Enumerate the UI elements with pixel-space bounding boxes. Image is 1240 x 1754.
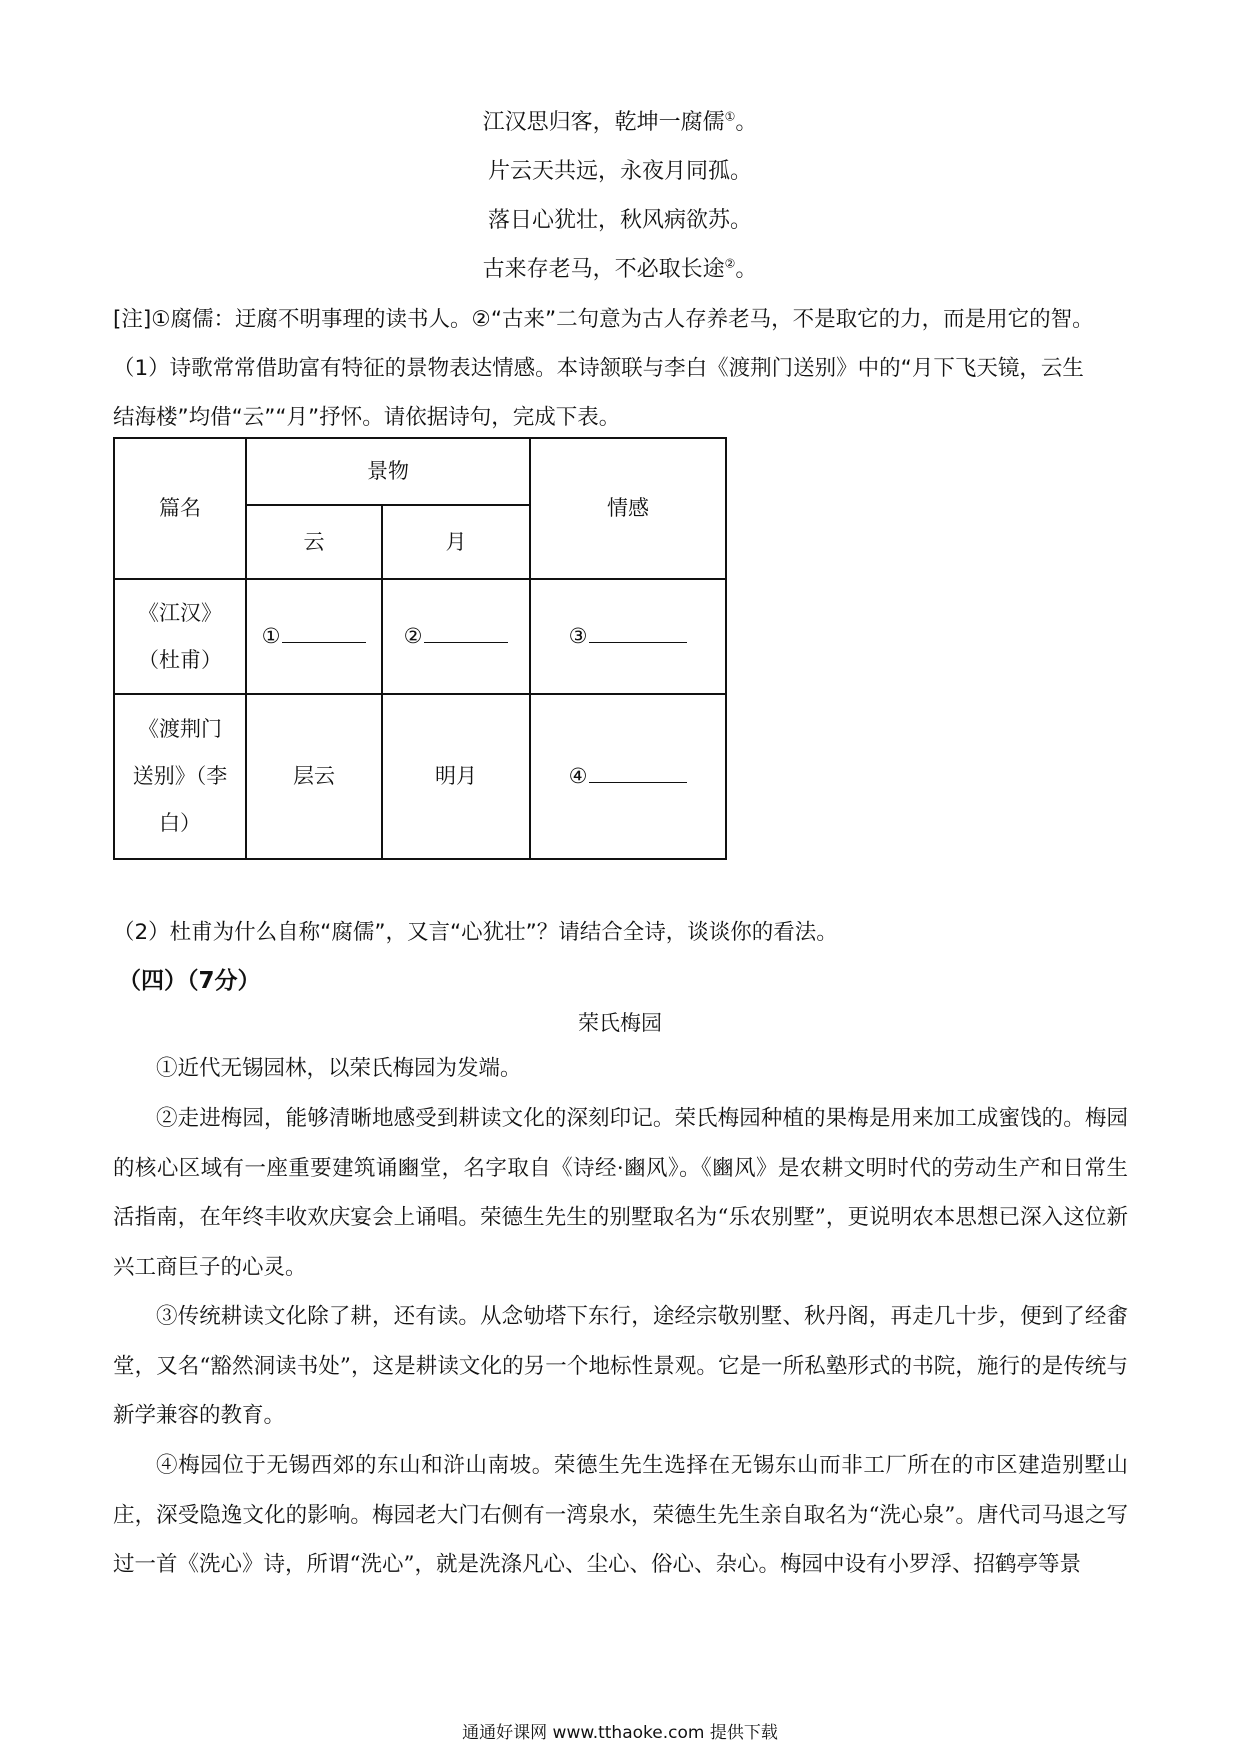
title-line: 《江汉》 xyxy=(138,600,222,625)
article-paragraph-2: ②走进梅园，能够清晰地感受到耕读文化的深刻印记。荣氏梅园种植的果梅是用来加工成蜜饯的。梅园的核心区域有一座重要建筑诵豳堂，名字取自《诗经·豳风》。《豳风》是农耕文明时代的劳动生产和日常生活指南，在年终丰收欢庆宴会上诵唱。荣德生先生的别墅取名为“乐农别墅”，更说明农本思想已深入这位新兴工商巨子的心灵。 xyxy=(113,1106,1128,1280)
blank-number: ② xyxy=(403,624,423,648)
header-moon: 月 xyxy=(382,505,530,579)
section-heading: （四）（7分） xyxy=(118,968,261,994)
row-dujingmen-emotion[interactable] xyxy=(530,694,726,859)
footnote-mark: ① xyxy=(724,109,736,124)
title-line: 送别》（李 xyxy=(132,764,228,788)
header-cloud: 云 xyxy=(246,505,382,579)
question-1-line-2: 结海楼”均借“云”“月”抒怀。请依据诗句，完成下表。 xyxy=(113,405,621,430)
blank-number: ③ xyxy=(568,624,588,648)
article-paragraph-3: ③传统耕读文化除了耕，还有读。从念劬塔下东行，途经宗敬别墅、秋丹阁，再走几十步，便到了经畬堂，又名“豁然洞读书处”，这是耕读文化的另一个地标性景观。它是一所私塾形式的书院，施行的是传统与新学兼容的教育。 xyxy=(113,1304,1128,1428)
blank-number: ④ xyxy=(568,764,588,788)
row-dujingmen-cloud: 层云 xyxy=(246,694,382,859)
title-line: 《渡荆门 xyxy=(138,717,222,741)
answer-blank[interactable] xyxy=(424,622,508,643)
answer-table xyxy=(113,437,727,860)
answer-blank[interactable] xyxy=(589,622,687,643)
poem-line-2 xyxy=(0,154,1240,185)
poem-line-3 xyxy=(0,203,1240,234)
title-line: 白） xyxy=(159,811,201,835)
article-paragraph-1: ①近代无锡园林，以荣氏梅园为发端。 xyxy=(156,1056,522,1081)
poem-line-1 xyxy=(0,105,1240,136)
row-jianghan-emotion[interactable] xyxy=(530,579,726,694)
header-scenery: 景物 xyxy=(246,438,530,505)
header-emotion: 情感 xyxy=(530,438,726,579)
poem-line-text: 古来存老马，不必取长途 xyxy=(482,257,725,282)
row-jianghan-moon[interactable] xyxy=(382,579,530,694)
row-jianghan-cloud[interactable] xyxy=(246,579,382,694)
poem-line-text: 江汉思归客，乾坤一腐儒 xyxy=(482,110,725,135)
title-line: （杜甫） xyxy=(138,647,222,672)
poem-line-text: 片云天共远，永夜月同孤。 xyxy=(487,159,752,184)
poem-line-end: 。 xyxy=(735,257,758,282)
answer-blank[interactable] xyxy=(589,762,687,783)
article-paragraph-4: ④梅园位于无锡西郊的东山和浒山南坡。荣德生先生选择在无锡东山而非工厂所在的市区建造别墅山庄，深受隐逸文化的影响。梅园老大门右侧有一湾泉水，荣德生先生亲自取名为“洗心泉”。唐代司马退之写过一首《洗心》诗，所谓“洗心”，就是洗涤凡心、尘心、俗心、杂心。梅园中设有小罗浮、招鹤亭等景 xyxy=(113,1453,1128,1577)
poem-line-end: 。 xyxy=(735,110,758,135)
answer-blank[interactable] xyxy=(282,622,366,643)
question-2: （2）杜甫为什么自称“腐儒”，又言“心犹壮”？请结合全诗，谈谈你的看法。 xyxy=(113,920,838,945)
footnote-mark: ② xyxy=(724,256,736,271)
article-title: 荣氏梅园 xyxy=(578,1011,662,1035)
poem-note: [注]①腐儒：迂腐不明事理的读书人。②“古来”二句意为古人存养老马，不是取它的力，而是用它的智。 xyxy=(113,307,1094,332)
poem-line-text: 落日心犹壮，秋风病欲苏。 xyxy=(487,208,752,233)
row-dujingmen-moon: 明月 xyxy=(382,694,530,859)
question-1-line-1: （1）诗歌常常借助富有特征的景物表达情感。本诗颔联与李白《渡荆门送别》中的“月下飞天镜，云生 xyxy=(113,356,1084,381)
header-title: 篇名 xyxy=(114,438,246,579)
blank-number: ① xyxy=(261,624,281,648)
row-jianghan-title xyxy=(114,579,246,694)
row-dujingmen-title xyxy=(114,694,246,859)
poem-line-4 xyxy=(0,252,1240,283)
page-footer: 通通好课网 www.tthaoke.com 提供下载 xyxy=(462,1723,778,1743)
